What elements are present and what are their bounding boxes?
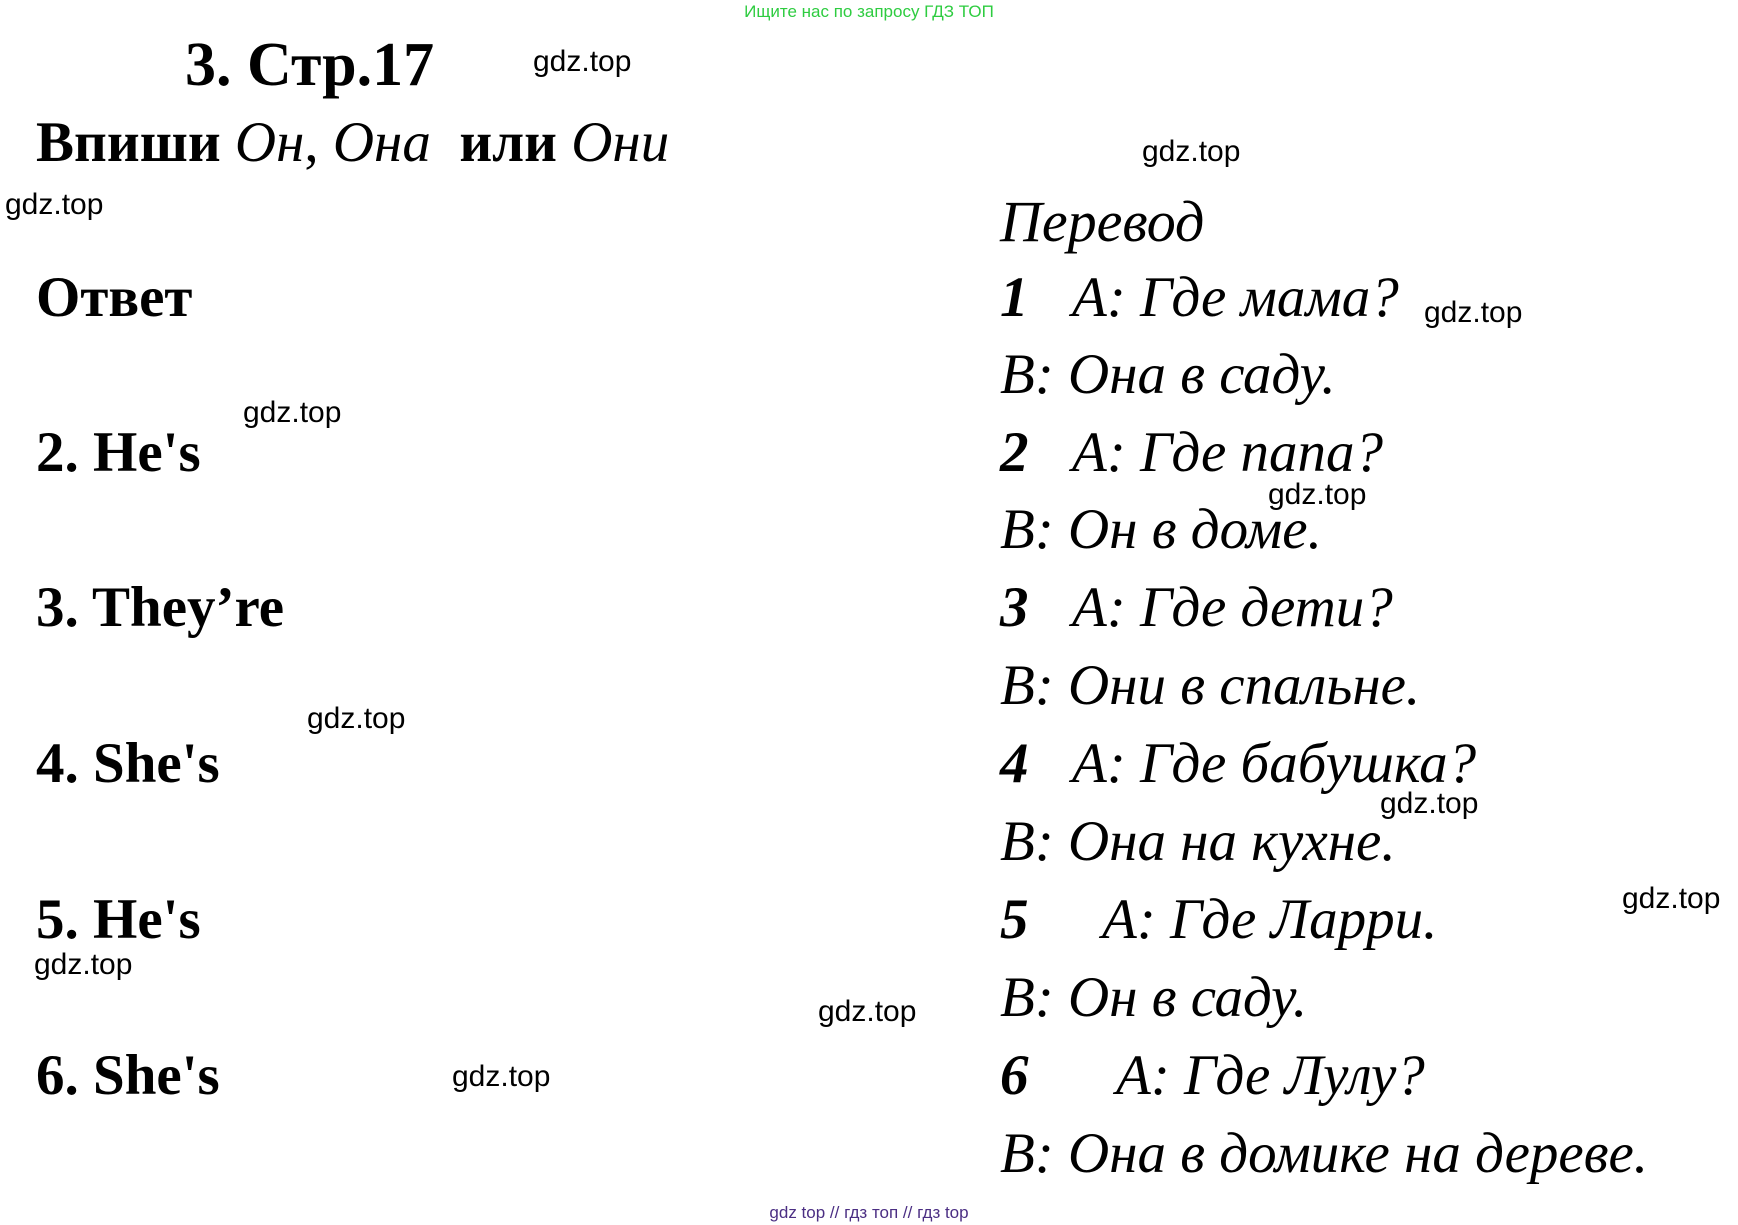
translation-question (1000, 265, 1399, 330)
translation-question (1000, 420, 1383, 485)
translation-answer: В: Он в доме. (1000, 498, 1322, 561)
instruction-comma: , (304, 111, 319, 174)
instruction-word-1: Он (234, 111, 305, 174)
translation-answer: В: Она в саду. (1000, 343, 1336, 406)
instruction-word-3: Они (571, 111, 670, 174)
instruction-conj: или (459, 111, 557, 174)
watermark: gdz.top (5, 188, 104, 221)
answer-item: 2. He's (36, 421, 201, 484)
translation-answer: В: Она в домике на дереве. (1000, 1122, 1649, 1185)
translation-number: 4 (1000, 732, 1029, 795)
top-banner: Ищите нас по запросу ГДЗ ТОП (744, 2, 994, 21)
translation-answer: В: Он в саду. (1000, 966, 1308, 1029)
watermark: gdz.top (1622, 882, 1721, 915)
translation-question (1000, 575, 1393, 640)
translation-number: 6 (1000, 1044, 1029, 1107)
question-text: А: Где Ларри. (1102, 888, 1438, 951)
question-text: А: Где дети? (1072, 576, 1393, 639)
answer-item: 4. She's (36, 732, 220, 795)
page-title: 3. Стр.17 (185, 31, 435, 99)
answer-item: 3. They’re (36, 576, 285, 639)
question-text: А: Где Лулу? (1116, 1044, 1425, 1107)
watermark: gdz.top (34, 948, 133, 981)
translation-number: 3 (1000, 576, 1029, 639)
watermark: gdz.top (452, 1060, 551, 1093)
watermark: gdz.top (1380, 787, 1479, 820)
watermark: gdz.top (1142, 135, 1241, 168)
translation-answer: В: Она на кухне. (1000, 810, 1396, 873)
answer-item: 5. He's (36, 888, 201, 951)
translation-number: 1 (1000, 266, 1029, 329)
watermark: gdz.top (1424, 296, 1523, 329)
translation-number: 5 (1000, 888, 1029, 951)
question-text: А: Где бабушка? (1072, 732, 1477, 795)
translation-number: 2 (1000, 421, 1029, 484)
translation-question (1000, 1043, 1425, 1108)
watermark: gdz.top (243, 396, 342, 429)
translation-heading: Перевод (1000, 189, 1205, 254)
question-text: А: Где папа? (1072, 421, 1384, 484)
instruction-verb: Впиши (36, 111, 221, 174)
watermark: gdz.top (307, 702, 406, 735)
bottom-banner: gdz top // гдз топ // гдз top (769, 1203, 969, 1222)
watermark: gdz.top (1268, 478, 1367, 511)
answer-item: 6. She's (36, 1044, 220, 1107)
translation-answer: В: Они в спальне. (1000, 654, 1421, 717)
watermark: gdz.top (533, 45, 632, 78)
question-text: А: Где мама? (1072, 266, 1399, 329)
instruction (36, 110, 669, 175)
watermark: gdz.top (818, 995, 917, 1028)
translation-question (1000, 887, 1437, 952)
instruction-word-2: Она (332, 111, 431, 174)
answer-heading: Ответ (36, 266, 193, 329)
